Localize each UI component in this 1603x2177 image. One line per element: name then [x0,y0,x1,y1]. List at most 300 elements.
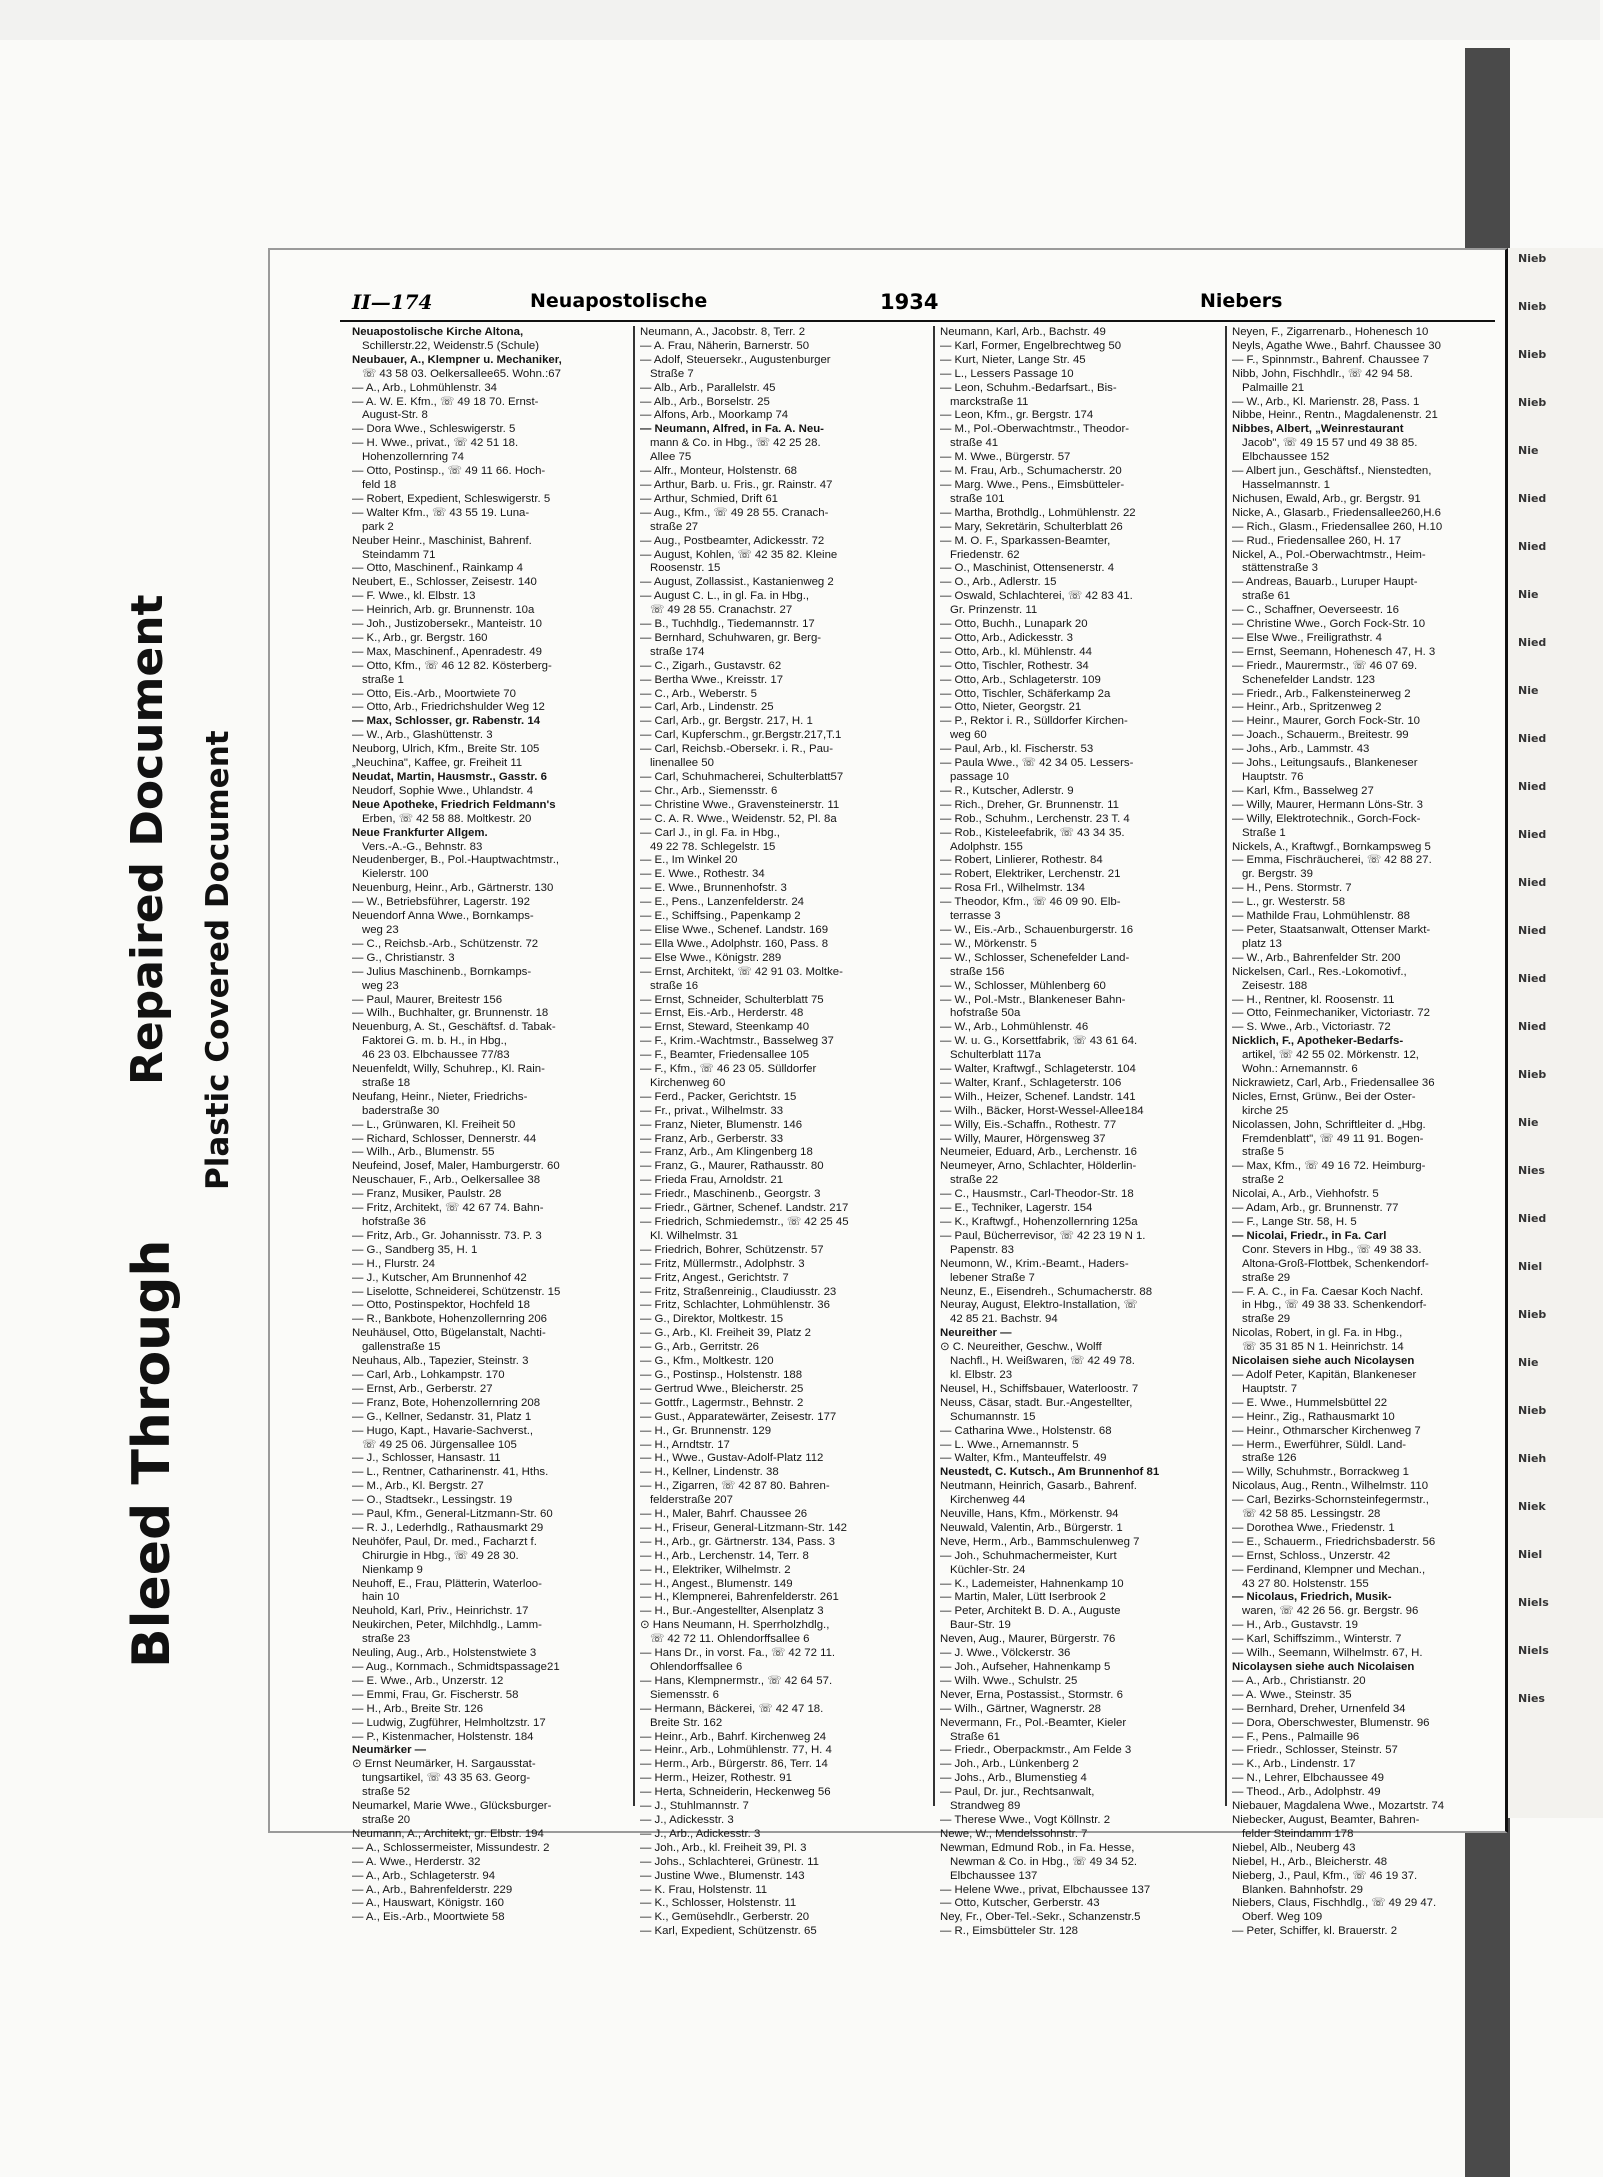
year: 1934 [880,290,939,314]
directory-entry: Neuhaus, Alb., Tapezier, Steinstr. 3 [352,1355,529,1368]
directory-entry: Neubauer, A., Klempner u. Mechaniker, [352,353,562,366]
directory-entry: — Else Wwe., Freiligrathstr. 4 [1232,631,1383,644]
directory-entry: — K., Kraftwgf., Hohenzollernring 125a [940,1216,1138,1228]
directory-entry: Adolphstr. 155 [950,840,1023,853]
directory-entry: — Therese Wwe., Vogt Köllnstr. 2 [940,1813,1111,1826]
directory-entry: — Wilh., Gärtner, Wagnerstr. 28 [940,1702,1101,1715]
directory-entry: — Alfr., Monteur, Holstenstr. 68 [640,465,798,478]
directory-entry: — Wilh. Wwe., Schulstr. 25 [940,1674,1078,1687]
directory-entry: — E., Pens., Lanzenfelderstr. 24 [640,896,804,909]
directory-entry: 49 22 78. Schlegelstr. 15 [650,840,776,853]
directory-entry: Nieberg, J., Paul, Kfm., ☏ 46 19 37. [1232,1869,1418,1882]
directory-entry: — Ferd., Packer, Gerichtstr. 15 [640,1090,797,1103]
directory-entry: — Adolf Peter, Kapitän, Blankeneser [1232,1368,1417,1381]
directory-entry: — Walter Kfm., ☏ 43 55 19. Luna- [352,506,530,519]
directory-entry: — F., Spinnmstr., Bahrenf. Chaussee 7 [1232,353,1429,366]
directory-entry: — Otto, Arb., Schlageterstr. 109 [940,673,1101,686]
directory-entry: — Robert, Linlierer, Rothestr. 84 [940,854,1103,867]
directory-entry: straße 1 [362,673,404,686]
directory-entry: — Nicolaus, Friedrich, Musik- [1232,1591,1392,1604]
directory-entry: — A., Hauswart, Königstr. 160 [352,1897,504,1910]
adjacent-page-word: Nied [1518,492,1547,505]
directory-entry: Neuville, Hans, Kfm., Mörkenstr. 94 [940,1508,1119,1521]
directory-entry: Nickels, A., Kraftwgf., Bornkampsweg 5 [1232,840,1431,853]
directory-entry: Neureither — [940,1327,1012,1340]
directory-entry: Nibbe, Heinr., Rentn., Magdalenenstr. 21 [1232,409,1438,422]
directory-entry: Neuenburg, A. St., Geschäftsf. d. Tabak- [352,1021,556,1034]
directory-entry: — August, Kohlen, ☏ 42 35 82. Kleine [640,548,838,561]
directory-entry: — Helene Wwe., privat, Elbchaussee 137 [940,1883,1151,1896]
adjacent-page-word: Nieb [1518,348,1547,361]
directory-entry: Nichusen, Ewald, Arb., gr. Bergstr. 91 [1232,492,1421,505]
directory-entry: Nibbes, Albert, „Weinrestaurant [1232,423,1404,436]
directory-entry: Neuapostolische Kirche Altona, [352,326,524,338]
directory-entry: — Aug., Postbeamter, Adickesstr. 72 [640,534,825,547]
adjacent-page-word: Nied [1518,636,1547,649]
directory-entry: — Otto, Kfm., ☏ 46 12 82. Kösterberg- [352,659,552,672]
directory-entry: — Aug., Kfm., ☏ 49 28 55. Cranach- [640,506,829,519]
directory-entry: — Herm., Arb., Bürgerstr. 86, Terr. 14 [640,1758,828,1771]
adjacent-page-word: Nies [1518,1692,1545,1705]
directory-entry: Neumärker — [352,1744,427,1757]
directory-entry: Neyls, Agathe Wwe., Bahrf. Chaussee 30 [1232,339,1441,352]
directory-entry: — Wilh., Heizer, Schenef. Landstr. 141 [940,1090,1136,1103]
directory-entry: — L., Lessers Passage 10 [940,367,1074,380]
directory-entry: — Karl, Former, Engelbrechtweg 50 [940,339,1122,352]
directory-entry: — Max, Schlosser, gr. Rabenstr. 14 [352,715,541,728]
directory-entry: Nickrawietz, Carl, Arb., Friedensallee 36 [1232,1076,1435,1089]
directory-entry: — Chr., Arb., Siemensstr. 6 [640,784,778,797]
directory-entry: — Wilh., Bäcker, Horst-Wessel-Allee184 [940,1104,1144,1117]
directory-entry: — Gertrud Wwe., Bleicherstr. 25 [640,1382,804,1395]
directory-entry: Hauptstr. 7 [1242,1382,1298,1395]
directory-entry: — Franz, Nieter, Blumenstr. 146 [640,1118,803,1131]
directory-entry: — Dorothea Wwe., Friedenstr. 1 [1232,1521,1395,1534]
directory-entry: — Fritz, Architekt, ☏ 42 67 74. Bahn- [352,1202,544,1215]
directory-entry: Neuendorf Anna Wwe., Bornkamps- [352,910,534,923]
adjacent-page-word: Nie [1518,1116,1539,1129]
directory-entry: ☏ 42 72 11. Ohlendorffsallee 6 [650,1633,810,1646]
directory-entry: Neumonn, W., Krim.-Beamt., Haders- [940,1257,1129,1270]
adjacent-page-word: Niek [1518,1500,1546,1513]
directory-entry: — Herm., Ewerführer, Süldl. Land- [1232,1438,1407,1451]
directory-entry: — H., Arb., Lerchenstr. 14, Terr. 8 [640,1549,809,1562]
directory-entry: — Arthur, Schmied, Drift 61 [640,492,779,505]
directory-entry: felder Steindamm 178 [1242,1827,1354,1840]
directory-entry: — Heinr., Zig., Rathausmarkt 10 [1232,1410,1395,1423]
directory-entry: — C., Reichsb.-Arb., Schützenstr. 72 [352,937,539,950]
directory-entry: — Paul, Maurer, Breitestr 156 [352,993,503,1006]
directory-entry: Erben, ☏ 42 58 88. Moltkestr. 20 [362,812,532,825]
directory-entry: — F. Wwe., kl. Elbstr. 13 [352,590,476,603]
directory-entry: Nachfl., H. Weißwaren, ☏ 42 49 78. [950,1355,1135,1368]
directory-entry: straße 5 [1242,1146,1284,1159]
directory-entry: — O., Stadtsekr., Lessingstr. 19 [352,1494,513,1507]
directory-entry: — A. Frau, Näherin, Barnerstr. 50 [640,339,810,352]
directory-entry: — L., Rentner, Catharinenstr. 41, Hths. [352,1466,549,1479]
directory-entry: straße 126 [1242,1452,1297,1465]
directory-entry: straße 29 [1242,1271,1291,1284]
directory-entry: Faktorei G. m. b. H., in Hbg., [362,1035,507,1048]
directory-entry: — Ludwig, Zugführer, Helmholtzstr. 17 [352,1716,546,1729]
directory-entry: Strandweg 89 [950,1800,1021,1813]
directory-entry: Neumann, A., Jacobstr. 8, Terr. 2 [640,326,806,338]
directory-entry: — Alb., Arb., Parallelstr. 45 [640,381,776,394]
directory-entry: — Leon, Schuhm.-Bedarfsart., Bis- [940,381,1117,394]
adjacent-page-word: Nieb [1518,1068,1547,1081]
directory-entry: — E., Schauerm., Friedrichsbaderstr. 56 [1232,1535,1436,1548]
directory-entry: — Neumann, Alfred, in Fa. A. Neu- [640,423,824,436]
directory-entry: — Walter, Kfm., Manteuffelstr. 49 [940,1452,1107,1465]
directory-entry: — Nicolai, Friedr., in Fa. Carl [1232,1229,1387,1242]
directory-entry: platz 13 [1242,937,1282,950]
directory-entry: — Carl, Bezirks-Schornsteinfegermstr., [1232,1494,1429,1507]
directory-entry: Hasselmannstr. 1 [1242,478,1330,491]
directory-entry: — W., Arb., Glashüttenstr. 3 [352,729,493,742]
directory-entry: — Adolf, Steuersekr., Augustenburger [640,353,831,366]
directory-entry: artikel, ☏ 42 55 02. Mörkenstr. 12, [1242,1049,1419,1062]
directory-entry: — Hugo, Kapt., Havarie-Sachverst., [352,1424,534,1437]
directory-entry: — Heinr., Arb., Bahrf. Kirchenweg 24 [640,1730,827,1743]
directory-entry: park 2 [362,520,394,533]
directory-entry: — Heinrich, Arb. gr. Brunnenstr. 10a [352,604,535,617]
directory-entry: — J., Schlosser, Hansastr. 11 [352,1452,501,1465]
directory-entry: — E., Techniker, Lagerstr. 154 [940,1202,1093,1215]
directory-entry: — Franz, Arb., Am Klingenberg 18 [640,1146,813,1159]
directory-entry: — Peter, Staatsanwalt, Ottenser Markt- [1232,923,1431,936]
adjacent-page-word: Nied [1518,876,1547,889]
directory-entry: Neuborg, Ulrich, Kfm., Breite Str. 105 [352,743,540,756]
directory-entry: Nicolai, A., Arb., Viehhofstr. 5 [1232,1188,1379,1201]
directory-entry: — S. Wwe., Arb., Victoriastr. 72 [1232,1021,1391,1034]
directory-entry: straße 29 [1242,1313,1291,1326]
directory-entry: Kielerstr. 100 [362,868,429,881]
directory-entry: — H., Kellner, Lindenstr. 38 [640,1466,779,1479]
directory-entry: — Max, Maschinenf., Apenradestr. 49 [352,645,542,658]
directory-entry: — Max, Kfm., ☏ 49 16 72. Heimburg- [1232,1160,1426,1173]
directory-entry: — Robert, Elektriker, Lerchenstr. 21 [940,868,1121,881]
directory-entry: — K., Lademeister, Hahnenkamp 10 [940,1577,1124,1590]
directory-entry: Neuhoff, E., Frau, Plätterin, Waterloo- [352,1577,542,1590]
directory-entry: Nickelsen, Carl., Res.-Lokomotivf., [1232,965,1407,978]
directory-entry: Schulterblatt 117a [950,1049,1041,1062]
directory-entry: — Otto, Arb., Friedrichshulder Weg 12 [352,701,545,714]
directory-entry: — Friedr., Maurermstr., ☏ 46 07 69. [1232,659,1418,672]
directory-entry: — P., Kistenmacher, Holstenstr. 184 [352,1730,534,1743]
directory-entry: — Walter, Kranf., Schlageterstr. 106 [940,1076,1122,1089]
directory-entry: — K., Schlosser, Holstenstr. 11 [640,1897,797,1910]
directory-entry: 46 23 03. Elbchaussee 77/83 [362,1049,510,1062]
directory-column-4 [1232,326,1502,1938]
directory-entry: — A. W. E. Kfm., ☏ 49 18 70. Ernst- [352,395,539,408]
directory-entry: Neuschauer, F., Arb., Oelkersallee 38 [352,1174,541,1187]
directory-entry: — W., Arb., Bahrenfelder Str. 200 [1232,951,1401,964]
directory-entry: — Theod., Arb., Adolphstr. 49 [1232,1786,1381,1799]
directory-entry: — Kurt, Nieter, Lange Str. 45 [940,353,1086,366]
directory-entry: — Joh., Aufseher, Hahnenkamp 5 [940,1661,1111,1673]
directory-entry: — Otto, Arb., kl. Mühlenstr. 44 [940,645,1092,658]
directory-entry: — Ernst, Eis.-Arb., Herderstr. 48 [640,1007,804,1020]
directory-entry: — Bernhard, Dreher, Urnenfeld 34 [1232,1702,1406,1715]
adjacent-page-word: Nied [1518,540,1547,553]
label-plastic-covered-document: Plastic Covered Document [200,730,236,1190]
directory-entry: — L., Grünwaren, Kl. Freiheit 50 [352,1118,516,1131]
directory-entry: — Gust., Apparatewärter, Zeisestr. 177 [640,1410,837,1423]
directory-entry: Nicolassen, John, Schriftleiter d. „Hbg. [1232,1118,1426,1131]
directory-entry: Neuhold, Karl, Priv., Heinrichstr. 17 [352,1605,529,1618]
adjacent-page-word: Nied [1518,972,1547,985]
directory-entry: Roosenstr. 15 [650,562,721,575]
directory-entry: Neustedt, C. Kutsch., Am Brunnenhof 81 [940,1466,1160,1479]
directory-entry: — Karl, Expedient, Schützenstr. 65 [640,1925,817,1938]
directory-entry: — O., Maschinist, Ottensenerstr. 4 [940,562,1115,575]
directory-entry: — Friedr., Schlosser, Steinstr. 57 [1232,1744,1398,1757]
directory-entry: Nickel, A., Pol.-Oberwachtmstr., Heim- [1232,548,1426,561]
directory-entry: in Hbg., ☏ 49 38 33. Schenkendorf- [1242,1299,1427,1312]
directory-entry: — Otto, Tischler, Schäferkamp 2a [940,687,1111,700]
directory-entry: — Christine Wwe., Gorch Fock-Str. 10 [1232,618,1426,631]
directory-entry: — Heinr., Arb., Spritzenweg 2 [1232,701,1382,714]
directory-entry: — H., Bur.-Angestellter, Alsenplatz 3 [640,1605,824,1618]
directory-entry: — Willy, Elektrotechnik., Gorch-Fock- [1232,812,1421,825]
directory-entry: ☏ 42 58 85. Lessingstr. 28 [1242,1508,1381,1521]
page-number: II—174 [352,290,433,314]
directory-entry: Ney, Fr., Ober-Tel.-Sekr., Schanzenstr.5 [940,1911,1141,1924]
directory-entry: ☏ 49 28 55. Cranachstr. 27 [650,604,793,617]
adjacent-page-word: Nieb [1518,252,1547,265]
directory-entry: straße 61 [1242,590,1291,603]
directory-entry: — Joh., Schuhmachermeister, Kurt [940,1549,1117,1562]
directory-entry: kl. Elbstr. 23 [950,1368,1013,1381]
column-divider [633,326,635,1806]
directory-entry: Altona-Groß-Flottbek, Schenkendorf- [1242,1257,1429,1270]
directory-entry: tungsartikel, ☏ 43 35 63. Georg- [362,1772,531,1785]
directory-entry: — H., Zigarren, ☏ 42 87 80. Bahren- [640,1480,830,1493]
directory-entry: Neuray, August, Elektro-Installation, ☏ [940,1299,1138,1312]
directory-entry: — A., Arb., Schlageterstr. 94 [352,1869,496,1882]
directory-entry: Never, Erna, Postassist., Stormstr. 6 [940,1688,1123,1701]
directory-entry: — E. Wwe., Hummelsbüttel 22 [1232,1396,1388,1409]
directory-entry: — R., Kutscher, Adlerstr. 9 [940,784,1074,797]
directory-entry: — A., Schlossermeister, Missundestr. 2 [352,1841,550,1854]
directory-entry: — Ella Wwe., Adolphstr. 160, Pass. 8 [640,937,829,950]
directory-entry: Neuling, Aug., Arb., Holstenstwiete 3 [352,1647,537,1660]
directory-entry: hofstraße 50a [950,1007,1021,1020]
directory-entry: — Ernst, Architekt, ☏ 42 91 03. Moltke- [640,965,843,978]
directory-entry: — L., gr. Westerstr. 58 [1232,896,1346,909]
directory-entry: — C., Arb., Weberstr. 5 [640,687,757,700]
directory-entry: — Willy, Maurer, Hermann Löns-Str. 3 [1232,798,1423,811]
directory-entry: Nienkamp 9 [362,1563,423,1576]
header-rule [340,320,1495,322]
directory-entry: — A. Wwe., Herderstr. 32 [352,1855,481,1868]
directory-entry: — H., Maler, Bahrf. Chaussee 26 [640,1508,808,1521]
directory-entry: — H. Wwe., privat., ☏ 42 51 18. [352,437,519,450]
directory-entry: — C., Hausmstr., Carl-Theodor-Str. 18 [940,1188,1134,1201]
directory-entry: straße 2 [1242,1174,1284,1187]
directory-entry: — G., Arb., Gerritstr. 26 [640,1341,759,1354]
directory-entry: — Hans Dr., in vorst. Fa., ☏ 42 72 11. [640,1647,836,1660]
directory-entry: — G., Arb., Kl. Freiheit 39, Platz 2 [640,1327,811,1340]
directory-entry: Hauptstr. 76 [1242,771,1304,783]
adjacent-page-word: Nied [1518,828,1547,841]
directory-entry: — A., Eis.-Arb., Moortwiete 58 [352,1911,505,1924]
directory-entry: — Fritz, Müllermstr., Adolphstr. 3 [640,1257,805,1270]
directory-entry: Neusel, H., Schiffsbauer, Waterloostr. 7 [940,1382,1139,1395]
directory-entry: — F., Pens., Palmaille 96 [1232,1730,1360,1743]
directory-entry: — Ferdinand, Klempner und Mechan., [1232,1563,1426,1576]
directory-entry: — R., Bankbote, Hohenzollernring 206 [352,1313,548,1326]
directory-entry: Straße 1 [1242,826,1286,839]
directory-entry: Neuenburg, Heinr., Arb., Gärtnerstr. 130 [352,882,554,895]
directory-entry: — Carl, Schuhmacherei, Schulterblatt57 [640,771,844,783]
directory-entry: straße 101 [950,492,1005,505]
directory-entry: — Fritz, Straßenreinig., Claudiusstr. 23 [640,1285,837,1298]
directory-entry: — Rich., Glasm., Friedensallee 260, H.10 [1232,520,1443,533]
directory-entry: — Friedr., Gärtner, Schenef. Landstr. 217 [640,1202,849,1215]
directory-entry: — J., Arb., Adickesstr. 3 [640,1827,761,1840]
directory-entry: — Johs., Arb., Blumenstieg 4 [940,1772,1087,1785]
directory-entry: — Bernhard, Schuhwaren, gr. Berg- [640,631,822,644]
directory-entry: Nicklich, F., Apotheker-Bedarfs- [1232,1035,1404,1048]
directory-entry: — Otto, Arb., Adickesstr. 3 [940,631,1073,644]
directory-entry: — Karl, Schiffszimm., Winterstr. 7 [1232,1633,1402,1646]
directory-entry: straße 16 [650,979,699,992]
directory-entry: — Peter, Schiffer, kl. Brauerstr. 2 [1232,1925,1398,1938]
directory-entry: — Dora Wwe., Schleswigerstr. 5 [352,423,516,436]
directory-entry: — M., Pol.-Oberwachtmstr., Theodor- [940,423,1130,436]
directory-column-3 [940,326,1220,1938]
directory-entry: Elbchaussee 137 [950,1869,1038,1882]
directory-entry: — Hans, Klempnermstr., ☏ 42 64 57. [640,1674,833,1687]
directory-entry: — G., Postinsp., Holstenstr. 188 [640,1368,803,1381]
directory-entry: Neve, Herm., Arb., Bammschulenweg 7 [940,1535,1140,1548]
directory-entry: Kl. Wilhelmstr. 31 [650,1229,738,1242]
directory-entry: — Carl, Arb., Lohkampstr. 170 [352,1368,505,1381]
directory-entry: — K., Gemüsehdlr., Gerberstr. 20 [640,1911,810,1924]
directory-entry: — Ernst, Seemann, Hohenesch 47, H. 3 [1232,645,1436,658]
directory-entry: — Alfons, Arb., Moorkamp 74 [640,409,789,422]
directory-entry: Siemensstr. 6 [650,1688,720,1701]
directory-entry: — M. Frau, Arb., Schumacherstr. 20 [940,465,1122,478]
directory-entry: Neyen, F., Zigarrenarb., Hohenesch 10 [1232,326,1429,338]
directory-entry: — Emma, Fischräucherei, ☏ 42 88 27. [1232,854,1432,867]
directory-entry: — Adam, Arb., gr. Brunnenstr. 77 [1232,1202,1399,1215]
directory-entry: — Paul, Arb., kl. Fischerstr. 53 [940,743,1094,756]
directory-entry: Ohlendorffsallee 6 [650,1661,743,1673]
directory-entry: straße 156 [950,965,1005,978]
directory-entry: — J. Wwe., Völckerstr. 36 [940,1647,1071,1660]
directory-entry: Neue Frankfurter Allgem. [352,826,488,839]
directory-entry: — Paul, Dr. jur., Rechtsanwalt, [940,1786,1095,1799]
directory-entry: Zeisestr. 188 [1242,979,1308,992]
directory-entry: — Franz, G., Maurer, Rathausstr. 80 [640,1160,824,1173]
directory-entry: Niebel, Alb., Neuberg 43 [1232,1841,1356,1854]
directory-entry: stättenstraße 3 [1242,562,1318,575]
adjacent-page-word: Nied [1518,732,1547,745]
directory-entry: Neuber Heinr., Maschinist, Bahrenf. [352,534,532,547]
directory-entry: — W., Eis.-Arb., Schauenburgerstr. 16 [940,923,1134,936]
directory-entry: ⊙ Ernst Neumärker, H. Sargausstat- [352,1758,536,1771]
directory-entry: — B., Tuchhdlg., Tiedemannstr. 17 [640,618,815,631]
directory-entry: Neumann, Karl, Arb., Bachstr. 49 [940,326,1106,338]
directory-entry: — Heinr., Arb., Lohmühlenstr. 77, H. 4 [640,1744,832,1757]
directory-entry: — Rob., Schuhm., Lerchenstr. 23 T. 4 [940,812,1130,825]
directory-entry: — Gottfr., Lagermstr., Behnstr. 2 [640,1396,804,1409]
directory-column-1 [352,326,632,1924]
directory-entry: — G., Kellner, Sedanstr. 31, Platz 1 [352,1410,532,1423]
directory-entry: Neufeind, Josef, Maler, Hamburgerstr. 60 [352,1160,560,1173]
directory-entry: Nicolaus, Aug., Rentn., Wilhelmstr. 110 [1232,1480,1429,1493]
directory-entry: weg 60 [950,729,987,742]
adjacent-page-word: Niels [1518,1644,1549,1657]
directory-entry: — Carl, Kupferschm., gr.Bergstr.217,T.1 [640,729,842,742]
directory-entry: — Rich., Dreher, Gr. Brunnenstr. 11 [940,798,1119,811]
directory-entry: waren, ☏ 42 26 56. gr. Bergstr. 96 [1242,1605,1419,1618]
directory-entry: — N., Lehrer, Elbchaussee 49 [1232,1772,1384,1785]
directory-entry: Neunz, E., Eisendreh., Schumacherstr. 88 [940,1285,1153,1298]
directory-entry: Neumeier, Eduard, Arb., Lerchenstr. 16 [940,1146,1137,1159]
directory-entry: Gr. Prinzenstr. 11 [950,604,1038,617]
adjacent-page-word: Nieb [1518,396,1547,409]
adjacent-page-word: Niel [1518,1548,1543,1561]
adjacent-page-word: Nies [1518,1164,1545,1177]
directory-entry: linenallee 50 [650,757,714,770]
directory-entry: Allee 75 [650,451,692,464]
directory-entry: Breite Str. 162 [650,1716,723,1729]
directory-entry: — Joh., Arb., kl. Freiheit 39, Pl. 3 [640,1841,807,1854]
directory-entry: — G., Direktor, Moltkestr. 15 [640,1313,784,1326]
directory-entry: August-Str. 8 [362,409,428,422]
directory-entry: weg 23 [362,923,399,936]
directory-entry: ☏ 43 58 03. Oelkersallee65. Wohn.:67 [362,367,561,380]
directory-entry: Neuss, Cäsar, stadt. Bur.-Angestellter, [940,1396,1133,1409]
directory-entry: Küchler-Str. 24 [950,1563,1026,1576]
directory-entry: Neukirchen, Peter, Milchhdlg., Lamm- [352,1619,542,1632]
directory-entry: — Hermann, Bäckerei, ☏ 42 47 18. [640,1702,824,1715]
directory-entry: — Johs., Schlachterei, Grünestr. 11 [640,1855,819,1868]
column-divider [1225,326,1227,1806]
directory-entry: — Wilh., Seemann, Wilhelmstr. 67, H. [1232,1647,1423,1660]
directory-entry: — Aug., Kornmach., Schmidtspassage21 [352,1661,560,1673]
directory-entry: — Friedr., Arb., Falkensteinerweg 2 [1232,687,1411,700]
directory-entry: — W., Betriebsführer, Lagerstr. 192 [352,896,530,909]
directory-entry: straße 27 [650,520,699,533]
directory-entry: — Oswald, Schlachterei, ☏ 42 83 41. [940,590,1133,603]
directory-entry: — H., Friseur, General-Litzmann-Str. 142 [640,1521,848,1534]
directory-entry: — A., Arb., Christianstr. 20 [1232,1674,1366,1687]
directory-entry: — W., Mörkenstr. 5 [940,937,1037,950]
directory-entry: — Leon, Kfm., gr. Bergstr. 174 [940,409,1094,422]
adjacent-page-word: Nied [1518,924,1547,937]
directory-entry: — Rosa Frl., Wilhelmstr. 134 [940,882,1085,895]
directory-entry: — G., Christianstr. 3 [352,951,455,964]
directory-entry: Neumann, A., Architekt, gr. Elbstr. 194 [352,1827,544,1840]
adjacent-page-word: Nieb [1518,1308,1547,1321]
directory-entry: Wohn.: Arnemannstr. 6 [1242,1063,1358,1076]
directory-entry: — W., Arb., Kl. Marienstr. 28, Pass. 1 [1232,395,1420,408]
directory-entry: Niebauer, Magdalena Wwe., Mozartstr. 74 [1232,1800,1445,1813]
directory-entry: Nibb, John, Fischhdlr., ☏ 42 94 58. [1232,367,1413,380]
directory-entry: — Wilh., Buchhalter, gr. Brunnenstr. 18 [352,1007,549,1020]
directory-entry: Newman & Co. in Hbg., ☏ 49 34 52. [950,1855,1138,1868]
directory-entry: — K., Arb., gr. Bergstr. 160 [352,631,488,644]
directory-entry: „Neuchina", Kaffee, gr. Freiheit 11 [352,757,523,770]
directory-entry: Straße 7 [650,367,694,380]
directory-entry: weg 23 [362,979,399,992]
directory-entry: — Frieda Frau, Arnoldstr. 21 [640,1174,784,1187]
directory-entry: Elbchaussee 152 [1242,451,1330,464]
